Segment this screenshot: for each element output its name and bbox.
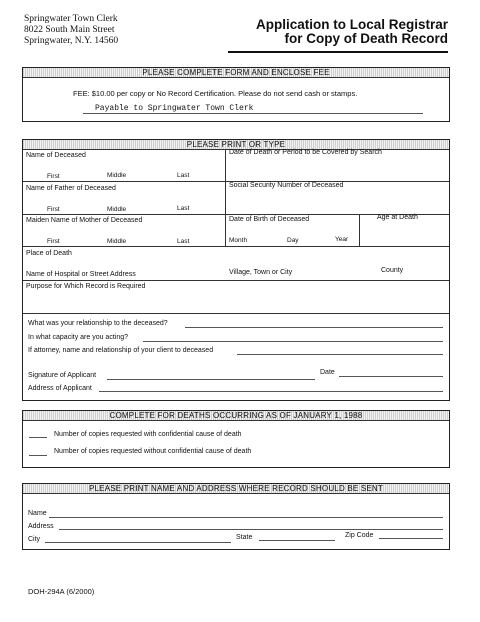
copies-without-line[interactable] [29,455,47,456]
title-rule [228,51,448,53]
clerk-street: 8022 South Main Street [24,25,115,35]
send-city-label: City [28,536,41,543]
age-label: Age at Death [377,214,418,221]
deaths-banner: COMPLETE FOR DEATHS OCCURRING AS OF JANUARY 1, 1988 [23,411,449,421]
print-section [22,139,450,401]
capacity-line[interactable] [143,341,443,342]
send-city-line[interactable] [45,542,231,543]
address-applicant-label: Address of Applicant [28,385,92,392]
column-divider [225,150,226,246]
form-title [256,18,448,46]
date-of-death-label: Date of Death or Period to be Covered by Search [229,149,382,156]
age-divider [359,214,360,246]
address-applicant-line[interactable] [99,391,443,392]
signature-line[interactable] [107,379,315,380]
last-label-3: Last [177,238,190,245]
attorney-line[interactable] [237,354,443,355]
hospital-label: Name of Hospital or Street Address [26,271,136,278]
county-label: County [381,267,404,274]
father-label: Name of Father of Deceased [26,185,116,192]
middle-label-3: Middle [107,238,127,245]
signature-label: Signature of Applicant [28,372,97,379]
form-id: DOH-294A (6/2000) [28,587,95,596]
send-name-line[interactable] [49,517,443,518]
send-banner: PLEASE PRINT NAME AND ADDRESS WHERE RECORD SHOULD BE SENT [23,484,449,494]
village-label: Village, Town or City [229,269,293,276]
last-label-1: Last [177,172,190,179]
middle-label-2: Middle [107,206,127,213]
send-state-line[interactable] [259,540,335,541]
clerk-address [24,14,118,47]
row-divider-5 [23,313,449,314]
clerk-city: Springwater, N.Y. 14560 [24,36,119,46]
relationship-line[interactable] [185,327,443,328]
name-of-deceased-label: Name of Deceased [26,152,86,159]
middle-label-1: Middle [107,172,127,179]
fee-section [22,67,450,122]
clerk-name: Springwater Town Clerk [24,14,118,24]
year-label: Year [335,236,349,243]
first-label-2: First [47,206,60,213]
first-label-1: First [47,173,60,180]
deaths-section [22,410,450,468]
title-line-2: for Copy of Death Record [284,31,448,46]
payable-to: Payable to Springwater Town Clerk [95,104,254,113]
attorney-label: If attorney, name and relationship of your client to deceased [28,347,214,354]
copies-with-label: Number of copies requested with confidential cause of death [54,431,242,438]
capacity-label: In what capacity are you acting? [28,334,129,341]
month-label: Month [229,237,248,244]
send-address-line[interactable] [59,529,443,530]
send-name-label: Name [28,510,47,517]
relationship-label: What was your relationship to the deceased? [28,320,168,327]
maiden-label: Maiden Name of Mother of Deceased [26,217,143,224]
send-zip-label: Zip Code [345,532,374,539]
send-section [22,483,450,550]
date-line[interactable] [339,376,443,377]
print-banner: PLEASE PRINT OR TYPE [23,140,449,150]
send-state-label: State [236,534,253,541]
fee-banner: PLEASE COMPLETE FORM AND ENCLOSE FEE [23,68,449,78]
copies-with-line[interactable] [29,437,47,438]
send-address-label: Address [28,523,54,530]
dob-label: Date of Birth of Deceased [229,216,310,223]
ssn-label: Social Security Number of Deceased [229,182,344,189]
payable-line [83,113,423,114]
row-divider-4 [23,280,449,281]
day-label: Day [287,237,299,244]
date-label: Date [320,369,335,376]
fee-text: FEE: $10.00 per copy or No Record Certification. Please do not send cash or stamps. [73,89,358,98]
purpose-label: Purpose for Which Record is Required [26,283,146,290]
first-label-3: First [47,238,60,245]
title-line-1: Application to Local Registrar [255,17,448,32]
place-of-death-label: Place of Death [26,250,72,257]
row-divider-3 [23,246,449,247]
copies-without-label: Number of copies requested without confidential cause of death [54,448,252,455]
last-label-2: Last [177,205,190,212]
send-zip-line[interactable] [379,538,443,539]
